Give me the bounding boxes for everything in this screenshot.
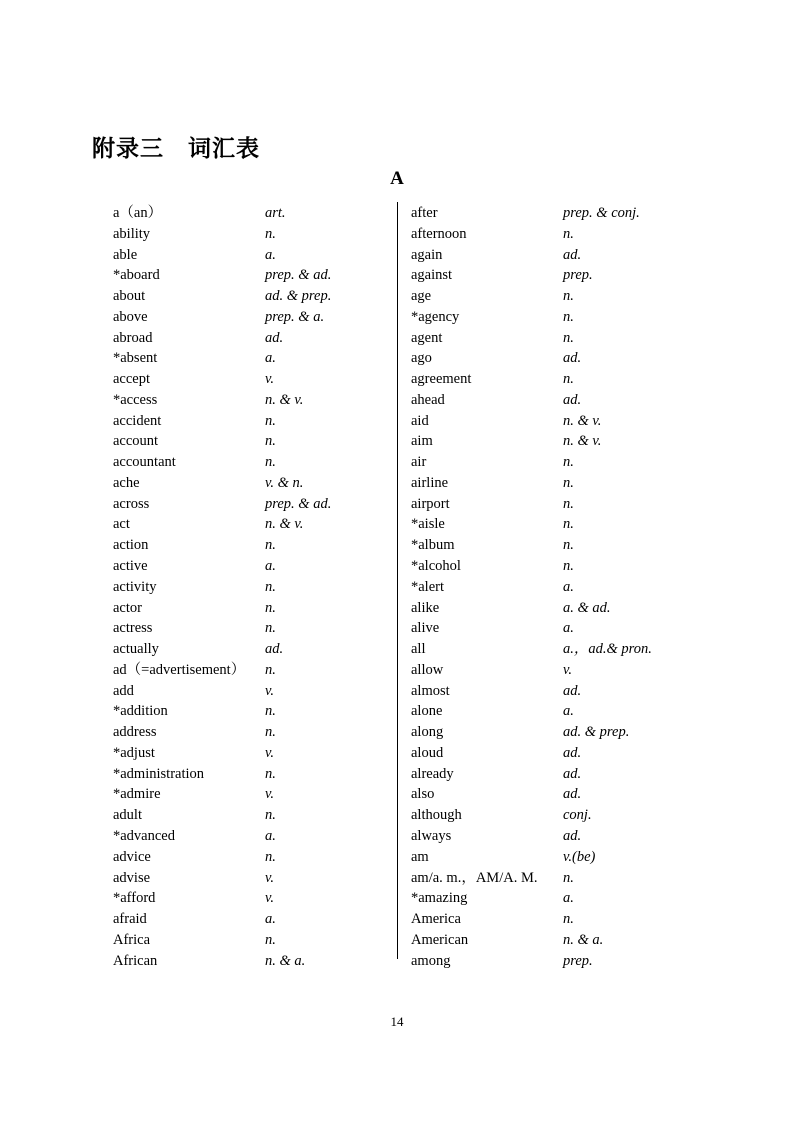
- vocab-row: [411, 328, 691, 349]
- vocab-row: [113, 826, 393, 847]
- vocab-word: ache: [113, 474, 140, 491]
- vocab-row: [113, 473, 393, 494]
- vocab-row: [411, 348, 691, 369]
- vocab-word: *advanced: [113, 827, 175, 844]
- vocab-word: active: [113, 558, 148, 575]
- vocab-word: action: [113, 537, 149, 554]
- vocab-row: [113, 203, 393, 224]
- vocab-part-of-speech: n.: [563, 537, 574, 554]
- vocab-part-of-speech: prep.: [563, 267, 593, 284]
- vocab-part-of-speech: n.: [265, 724, 276, 741]
- vocab-part-of-speech: n.: [563, 911, 574, 928]
- vocab-word: aid: [411, 412, 429, 429]
- vocab-part-of-speech: n.: [265, 537, 276, 554]
- vocab-word: *aisle: [411, 516, 445, 533]
- vocab-row: [113, 535, 393, 556]
- vocab-part-of-speech: n. & a.: [265, 952, 306, 969]
- vocab-row: [113, 390, 393, 411]
- vocab-row: [113, 494, 393, 515]
- vocab-word: afternoon: [411, 225, 467, 242]
- vocab-part-of-speech: ad.: [563, 391, 582, 408]
- vocab-part-of-speech: n.: [265, 661, 276, 678]
- vocab-row: [113, 701, 393, 722]
- vocab-row: [113, 431, 393, 452]
- vocab-row: [411, 639, 691, 660]
- vocab-part-of-speech: a.: [265, 558, 276, 575]
- vocab-part-of-speech: n.: [563, 495, 574, 512]
- vocab-part-of-speech: v.: [265, 682, 274, 699]
- vocab-part-of-speech: ad.: [265, 329, 284, 346]
- vocab-part-of-speech: n.: [563, 225, 574, 242]
- vocab-row: [411, 805, 691, 826]
- vocab-word: account: [113, 433, 159, 450]
- vocab-part-of-speech: v.: [563, 661, 572, 678]
- vocab-row: [411, 390, 691, 411]
- vocab-row: [113, 577, 393, 598]
- vocab-word: *alert: [411, 578, 445, 595]
- vocab-row: [411, 265, 691, 286]
- vocab-part-of-speech: n. & v.: [265, 391, 304, 408]
- column-divider-rule: [397, 202, 398, 959]
- vocab-word: *agency: [411, 308, 460, 325]
- vocab-part-of-speech: ad.: [563, 246, 582, 263]
- vocab-part-of-speech: prep. & a.: [265, 308, 325, 325]
- vocab-word: *afford: [113, 890, 156, 907]
- vocab-word: *access: [113, 391, 158, 408]
- vocab-row: [411, 535, 691, 556]
- vocab-row: [411, 930, 691, 951]
- vocab-row: [411, 598, 691, 619]
- vocab-row: [113, 348, 393, 369]
- vocab-row: [411, 909, 691, 930]
- vocab-word: ad（=advertisement）: [113, 661, 246, 678]
- vocab-row: [411, 743, 691, 764]
- vocab-word: across: [113, 495, 150, 512]
- vocab-word: always: [411, 827, 452, 844]
- vocab-part-of-speech: ad.: [563, 682, 582, 699]
- vocab-word: after: [411, 205, 438, 221]
- vocab-word: adult: [113, 807, 142, 824]
- vocab-part-of-speech: ad. & prep.: [563, 724, 630, 741]
- vocab-part-of-speech: ad. & prep.: [265, 288, 332, 305]
- vocab-word: already: [411, 765, 454, 782]
- vocab-part-of-speech: n.: [265, 412, 276, 429]
- vocab-part-of-speech: a.: [265, 246, 276, 263]
- vocab-word: aim: [411, 433, 433, 450]
- vocab-part-of-speech: prep. & ad.: [265, 267, 332, 284]
- vocab-part-of-speech: n.: [265, 931, 276, 948]
- vocab-word: among: [411, 952, 451, 969]
- vocab-part-of-speech: n.: [265, 848, 276, 865]
- vocab-row: [113, 847, 393, 868]
- vocab-word: American: [411, 931, 469, 948]
- vocab-word: actually: [113, 641, 159, 658]
- vocab-part-of-speech: n.: [265, 454, 276, 471]
- vocab-row: [411, 514, 691, 535]
- vocab-row: [411, 307, 691, 328]
- vocab-word: above: [113, 308, 148, 325]
- vocab-word: accept: [113, 371, 151, 388]
- vocab-part-of-speech: n.: [563, 329, 574, 346]
- vocab-part-of-speech: n.: [265, 225, 276, 242]
- vocab-word: age: [411, 288, 432, 305]
- vocab-word: air: [411, 454, 427, 471]
- vocab-word: about: [113, 288, 146, 305]
- vocab-word: address: [113, 724, 157, 741]
- vocab-part-of-speech: a.，ad.& pron.: [563, 641, 652, 658]
- vocab-word: alike: [411, 599, 440, 616]
- vocab-row: [411, 618, 691, 639]
- vocab-row: [113, 660, 393, 681]
- vocab-row: [113, 743, 393, 764]
- vocab-row: [411, 722, 691, 743]
- vocab-part-of-speech: n.: [563, 869, 574, 886]
- vocab-row: [113, 764, 393, 785]
- vocab-row: [411, 286, 691, 307]
- vocab-row: [411, 826, 691, 847]
- vocab-part-of-speech: v.: [265, 371, 274, 388]
- vocab-part-of-speech: n.: [563, 558, 574, 575]
- vocab-word: along: [411, 724, 444, 741]
- vocab-part-of-speech: n. & v.: [563, 433, 602, 450]
- vocab-word: am/a. m.，AM/A. M.: [411, 869, 538, 886]
- vocab-part-of-speech: a.: [563, 578, 574, 595]
- vocab-row: [113, 909, 393, 930]
- vocab-row: [411, 847, 691, 868]
- vocab-word: against: [411, 267, 453, 284]
- vocab-row: [411, 452, 691, 473]
- vocab-word: actress: [113, 620, 153, 637]
- vocab-word: allow: [411, 661, 444, 678]
- vocab-word: although: [411, 807, 462, 824]
- vocab-part-of-speech: v.(be): [563, 848, 596, 865]
- vocab-word: also: [411, 786, 435, 803]
- vocab-word: *alcohol: [411, 558, 461, 575]
- vocab-row: [113, 868, 393, 889]
- vocab-row: [113, 369, 393, 390]
- vocab-row: [411, 431, 691, 452]
- vocab-word: *admire: [113, 786, 161, 803]
- vocab-part-of-speech: ad.: [563, 765, 582, 782]
- section-letter-heading: A: [390, 168, 404, 189]
- vocab-row: [411, 888, 691, 909]
- vocab-word: *adjust: [113, 744, 155, 761]
- vocab-part-of-speech: a.: [563, 890, 574, 907]
- vocab-part-of-speech: n.: [563, 288, 574, 305]
- vocab-row: [113, 556, 393, 577]
- vocab-row: [411, 764, 691, 785]
- vocab-part-of-speech: n. & a.: [563, 931, 604, 948]
- vocab-word: aloud: [411, 744, 444, 761]
- vocab-word: *amazing: [411, 890, 468, 907]
- vocab-part-of-speech: ad.: [563, 786, 582, 803]
- vocab-word: almost: [411, 682, 450, 699]
- vocab-part-of-speech: n. & v.: [265, 516, 304, 533]
- vocab-row: [113, 307, 393, 328]
- vocab-row: [113, 265, 393, 286]
- vocab-word: America: [411, 911, 461, 928]
- vocab-row: [113, 951, 393, 972]
- vocab-word: African: [113, 952, 158, 969]
- vocab-word: advise: [113, 869, 151, 886]
- vocab-part-of-speech: v.: [265, 786, 274, 803]
- vocab-part-of-speech: art.: [265, 205, 286, 221]
- vocab-row: [411, 203, 691, 224]
- vocab-word: *administration: [113, 765, 205, 782]
- vocab-column-right: [411, 203, 691, 971]
- vocab-part-of-speech: ad.: [563, 350, 582, 367]
- vocab-part-of-speech: ad.: [563, 744, 582, 761]
- vocab-row: [113, 286, 393, 307]
- vocab-row: [113, 328, 393, 349]
- vocab-part-of-speech: a. & ad.: [563, 599, 611, 616]
- vocab-part-of-speech: ad.: [265, 641, 284, 658]
- vocab-word: actor: [113, 599, 142, 616]
- vocab-row: [411, 784, 691, 805]
- vocab-word: a（an）: [113, 205, 163, 221]
- vocab-row: [113, 930, 393, 951]
- vocab-part-of-speech: a.: [563, 703, 574, 720]
- vocab-word: *absent: [113, 350, 158, 367]
- vocab-row: [113, 411, 393, 432]
- vocab-column-left: [113, 203, 393, 971]
- vocab-row: [411, 577, 691, 598]
- vocab-word: ability: [113, 225, 151, 242]
- vocab-word: act: [113, 516, 130, 533]
- vocab-part-of-speech: prep. & conj.: [563, 205, 640, 221]
- vocab-part-of-speech: v.: [265, 890, 274, 907]
- vocab-row: [113, 452, 393, 473]
- vocab-row: [113, 722, 393, 743]
- vocab-part-of-speech: a.: [265, 827, 276, 844]
- vocab-part-of-speech: a.: [563, 620, 574, 637]
- vocab-word: agent: [411, 329, 443, 346]
- vocab-row: [113, 514, 393, 535]
- vocab-part-of-speech: n.: [265, 807, 276, 824]
- vocab-part-of-speech: v.: [265, 744, 274, 761]
- vocab-word: accident: [113, 412, 162, 429]
- vocab-row: [113, 224, 393, 245]
- vocab-row: [411, 473, 691, 494]
- vocab-word: abroad: [113, 329, 153, 346]
- vocab-part-of-speech: n.: [265, 433, 276, 450]
- vocab-row: [411, 224, 691, 245]
- vocab-word: airline: [411, 474, 449, 491]
- vocab-word: alone: [411, 703, 443, 720]
- vocab-row: [411, 411, 691, 432]
- vocab-part-of-speech: a.: [265, 911, 276, 928]
- vocab-row: [411, 369, 691, 390]
- vocab-word: again: [411, 246, 443, 263]
- vocab-row: [411, 245, 691, 266]
- vocab-row: [113, 888, 393, 909]
- vocab-part-of-speech: n.: [265, 599, 276, 616]
- page-title: 附录三 词汇表: [92, 135, 260, 161]
- vocab-row: [113, 245, 393, 266]
- vocab-word: activity: [113, 578, 157, 595]
- vocab-part-of-speech: a.: [265, 350, 276, 367]
- vocab-row: [113, 805, 393, 826]
- vocab-word: airport: [411, 495, 450, 512]
- vocab-part-of-speech: n.: [563, 454, 574, 471]
- vocab-word: advice: [113, 848, 151, 865]
- vocab-part-of-speech: n.: [563, 516, 574, 533]
- vocab-row: [411, 556, 691, 577]
- vocab-row: [411, 494, 691, 515]
- vocab-part-of-speech: prep. & ad.: [265, 495, 332, 512]
- vocab-part-of-speech: ad.: [563, 827, 582, 844]
- vocab-row: [411, 660, 691, 681]
- vocab-part-of-speech: prep.: [563, 952, 593, 969]
- vocab-part-of-speech: n.: [265, 765, 276, 782]
- vocab-word: *aboard: [113, 267, 160, 284]
- vocab-word: am: [411, 848, 429, 865]
- vocab-word: all: [411, 641, 426, 658]
- vocab-row: [113, 639, 393, 660]
- vocab-row: [411, 868, 691, 889]
- vocab-word: *album: [411, 537, 455, 554]
- vocab-part-of-speech: n.: [563, 371, 574, 388]
- vocab-word: add: [113, 682, 134, 699]
- vocab-part-of-speech: n.: [265, 620, 276, 637]
- vocab-word: *addition: [113, 703, 168, 720]
- vocab-row: [113, 784, 393, 805]
- vocab-row: [411, 681, 691, 702]
- vocab-word: agreement: [411, 371, 472, 388]
- vocab-part-of-speech: conj.: [563, 807, 592, 824]
- page-number: 14: [390, 1014, 404, 1029]
- vocab-word: afraid: [113, 911, 147, 928]
- vocab-word: ago: [411, 350, 432, 367]
- vocab-row: [113, 598, 393, 619]
- vocab-row: [411, 951, 691, 972]
- vocab-row: [113, 618, 393, 639]
- vocab-part-of-speech: n.: [563, 308, 574, 325]
- vocab-part-of-speech: v.: [265, 869, 274, 886]
- vocab-row: [411, 701, 691, 722]
- vocab-part-of-speech: n.: [265, 578, 276, 595]
- vocab-word: able: [113, 246, 138, 263]
- vocab-part-of-speech: n.: [563, 474, 574, 491]
- vocab-word: accountant: [113, 454, 176, 471]
- vocab-part-of-speech: n.: [265, 703, 276, 720]
- vocab-word: ahead: [411, 391, 445, 408]
- vocab-part-of-speech: n. & v.: [563, 412, 602, 429]
- vocab-word: Africa: [113, 931, 151, 948]
- vocab-part-of-speech: v. & n.: [265, 474, 304, 491]
- vocab-row: [113, 681, 393, 702]
- vocab-word: alive: [411, 620, 440, 637]
